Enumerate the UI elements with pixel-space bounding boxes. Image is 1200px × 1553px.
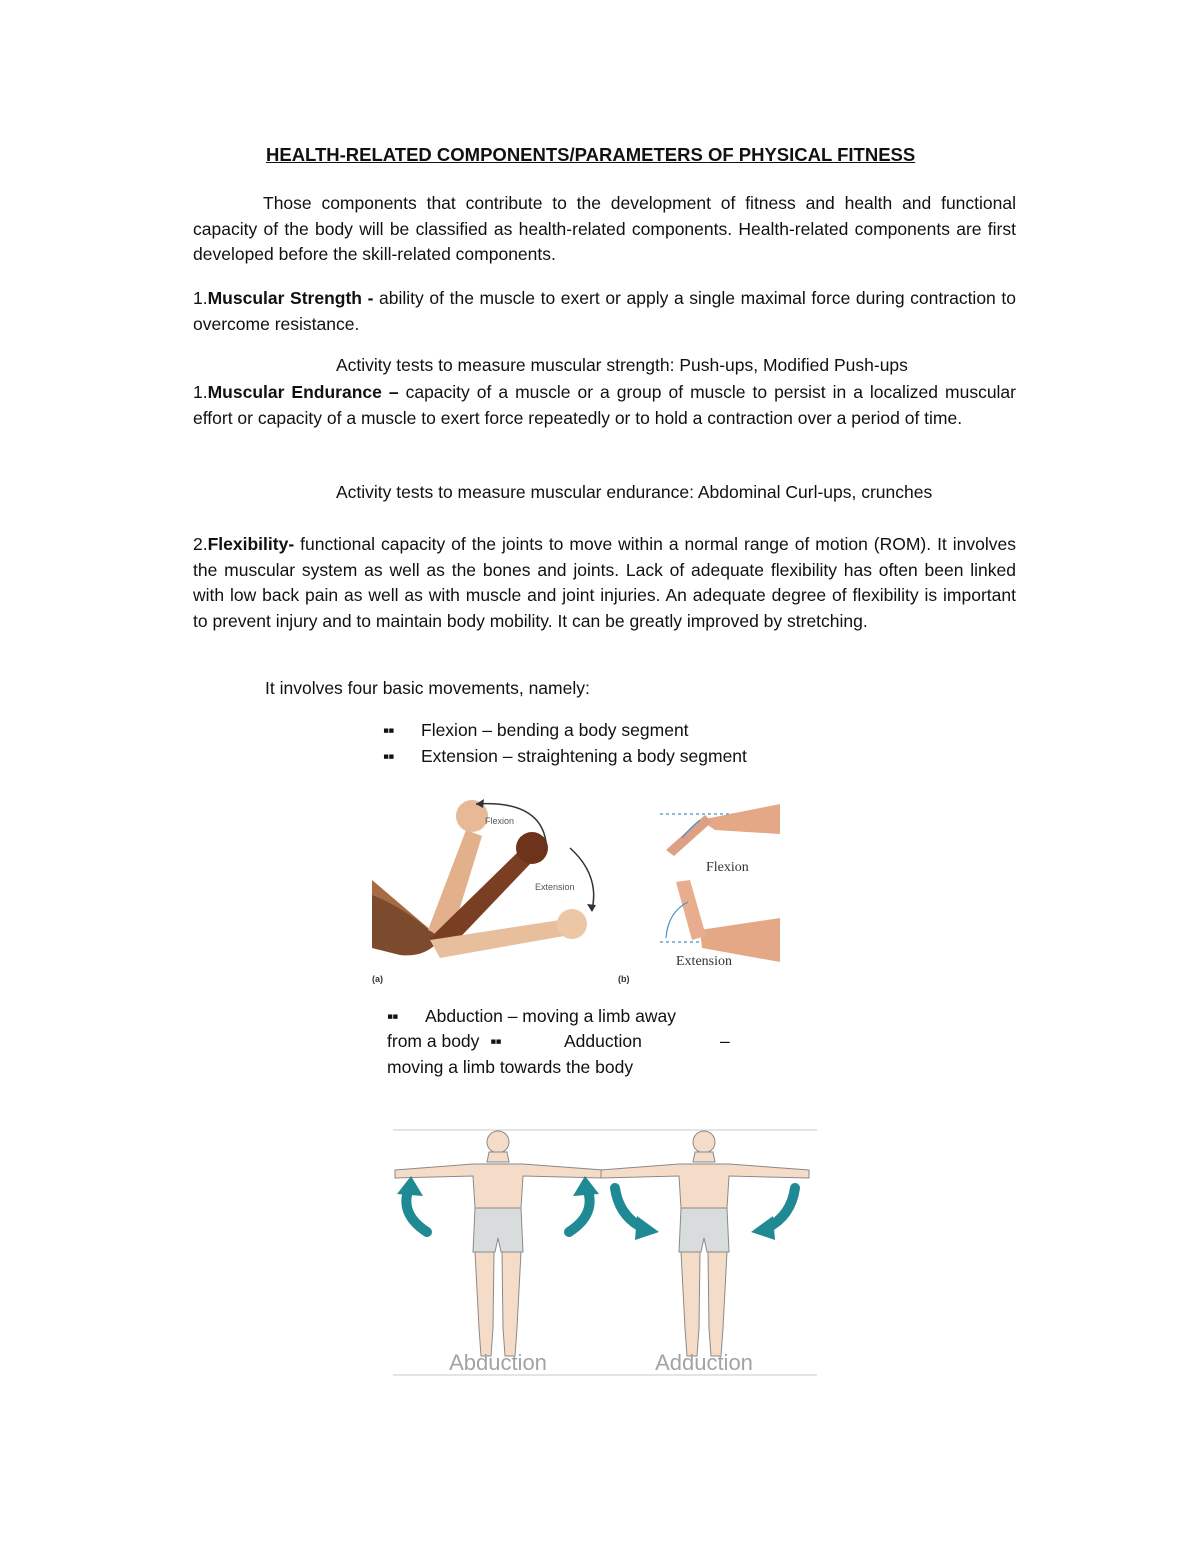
strength-tests: Activity tests to measure muscular strength: Push-ups, Modified Push-ups xyxy=(336,355,908,375)
flexibility-item xyxy=(193,532,1016,634)
item-definition: functional capacity of the joints to move within a normal range of motion (ROM). It involves the muscular system as well as the bones and joints. Lack of adequate flexibility has often been linked with low back pain as well as with muscle and joint injuries. An adequate degree of flexibility is important to prevent injury and to maintain body mobility. It can be greatly improved by stretching. xyxy=(193,534,1016,631)
flexion-extension-figure xyxy=(370,790,790,990)
bullet-adduction xyxy=(387,1031,732,1052)
page-title: HEALTH-RELATED COMPONENTS/PARAMETERS OF PHYSICAL FITNESS xyxy=(266,144,916,165)
wrist-illustration xyxy=(618,804,780,984)
bullet-text: Abduction – moving a limb away xyxy=(425,1006,676,1026)
adduction-definition: moving a limb towards the body xyxy=(387,1057,634,1077)
arm-flexion-label: Flexion xyxy=(485,816,515,826)
item-term: Muscular Strength - xyxy=(207,288,374,308)
bullet-abduction xyxy=(387,1006,676,1027)
bullet-text: Extension – straightening a body segment xyxy=(421,746,747,766)
item-definition: capacity of a muscle or a group of muscle to persist in a localized muscular effort or capacity of a muscle to exert force repeatedly or to hold a contraction over a period of time. xyxy=(193,382,1016,428)
caption-b: (b) xyxy=(618,974,630,984)
wrist-flexion-label: Flexion xyxy=(706,860,749,875)
item-number: 1. xyxy=(193,382,208,402)
abduction-label: Abduction xyxy=(449,1350,547,1375)
bullet-text: Flexion – bending a body segment xyxy=(421,720,689,740)
adduction-term: Adduction xyxy=(564,1031,642,1051)
item-number: 1. xyxy=(193,288,208,308)
bullet-icon: ▪▪ xyxy=(490,1031,501,1051)
dash: – xyxy=(720,1031,730,1051)
bullet-extension xyxy=(383,746,747,767)
abduction-body xyxy=(395,1131,603,1375)
adduction-body xyxy=(601,1131,809,1375)
wrist-extension-label: Extension xyxy=(676,954,732,969)
bullet-icon: ▪▪ xyxy=(387,1006,398,1026)
abduction-adduction-figure xyxy=(393,1128,817,1378)
adduction-label: Adduction xyxy=(655,1350,753,1375)
endurance-tests: Activity tests to measure muscular endurance: Abdominal Curl-ups, crunches xyxy=(336,482,933,502)
intro-paragraph xyxy=(193,191,1016,268)
caption-a: (a) xyxy=(372,974,383,984)
movements-intro: It involves four basic movements, namely: xyxy=(265,678,590,698)
item-number: 2. xyxy=(193,534,208,554)
elbow-illustration xyxy=(372,799,596,984)
bullet-flexion xyxy=(383,720,689,741)
item-term: Muscular Endurance – xyxy=(207,382,399,402)
item-term: Flexibility- xyxy=(207,534,295,554)
intro-text: Those components that contribute to the development of fitness and health and functional capacity of the body will be classified as health-related components. Health-related components are first developed before the skill-related components. xyxy=(193,193,1016,265)
muscular-strength-item xyxy=(193,286,1016,337)
extension-arrow-icon xyxy=(570,848,594,910)
arm-extension-label: Extension xyxy=(535,882,575,892)
bullet-icon: ▪▪ xyxy=(383,720,394,740)
abduction-text-end: from a body xyxy=(387,1031,480,1051)
muscular-endurance-item xyxy=(193,380,1016,431)
item-definition: ability of the muscle to exert or apply a single maximal force during contraction to overcome resistance. xyxy=(193,288,1016,334)
bullet-icon: ▪▪ xyxy=(383,746,394,766)
